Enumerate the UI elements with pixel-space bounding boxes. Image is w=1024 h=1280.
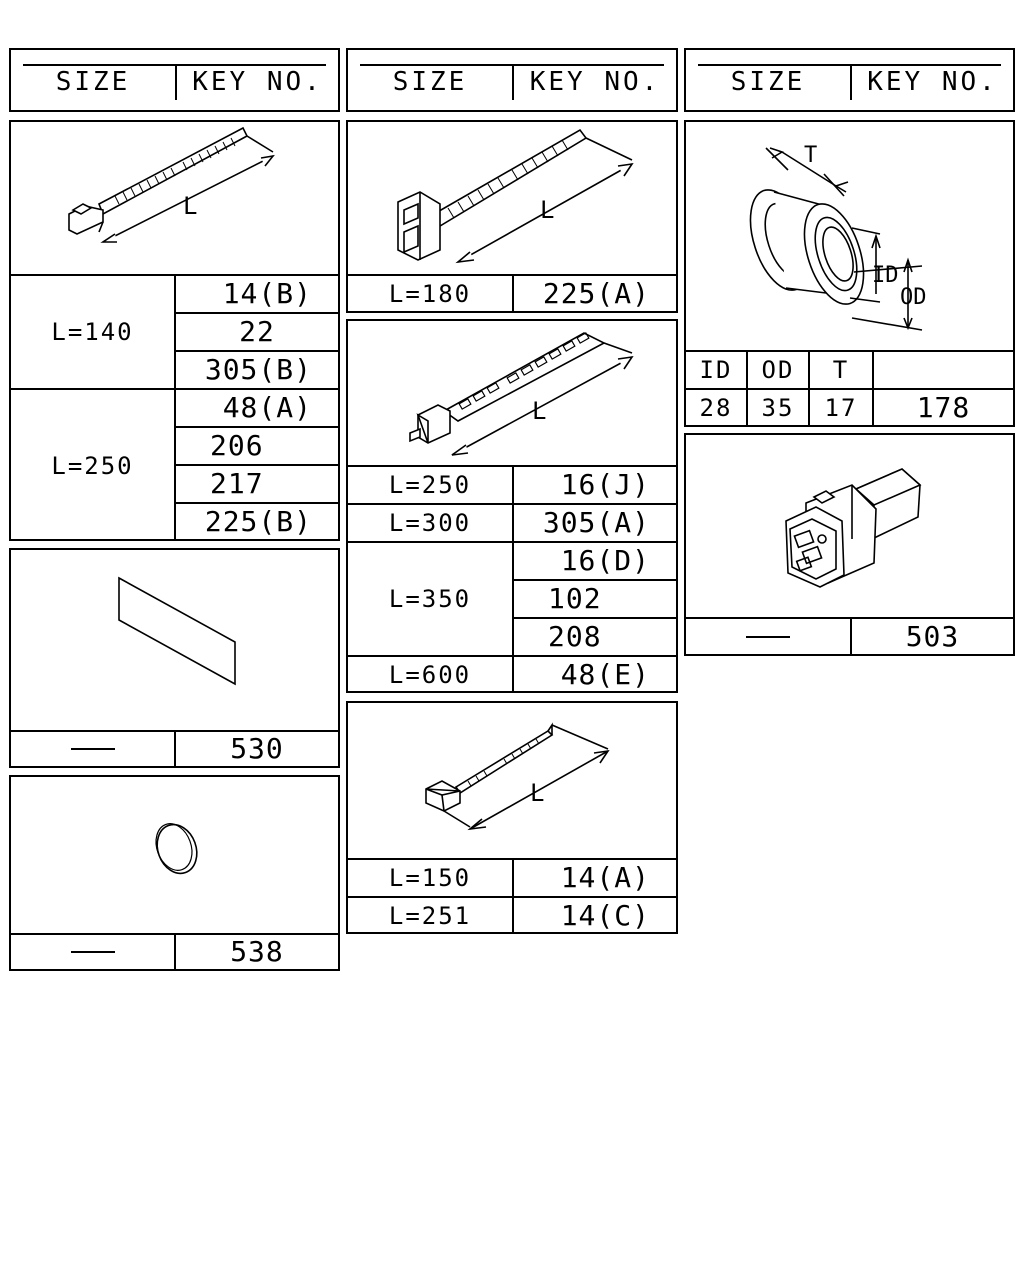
cable-tie-panel bbox=[9, 120, 340, 541]
column-2-header bbox=[346, 48, 678, 112]
key-no-cell: 217 bbox=[210, 467, 264, 500]
cable-tie-180-drawing bbox=[348, 122, 676, 274]
key-no-cell: 225(B) bbox=[204, 505, 312, 538]
key-no-cell: 225(A) bbox=[542, 276, 650, 310]
no-size-dash bbox=[71, 748, 115, 750]
id-header: ID bbox=[699, 356, 733, 384]
label-sheet-panel bbox=[9, 548, 340, 768]
cable-tie-long-drawing bbox=[348, 321, 676, 465]
column-1-header bbox=[9, 48, 340, 112]
key-no-cell: 48(A) bbox=[222, 391, 312, 424]
size-cell: L=300 bbox=[388, 509, 472, 537]
key-no-cell: 48(E) bbox=[560, 658, 650, 691]
size-cell: L=250 bbox=[51, 451, 134, 480]
size-cell: L=251 bbox=[388, 902, 472, 930]
connector-drawing bbox=[686, 435, 1013, 617]
length-label: L bbox=[530, 779, 545, 807]
key-no-cell: 208 bbox=[548, 620, 602, 653]
no-size-dash bbox=[71, 951, 115, 953]
length-label: L bbox=[183, 192, 198, 220]
id-value: 28 bbox=[699, 394, 733, 422]
length-label: L bbox=[532, 397, 547, 425]
t-header: T bbox=[832, 356, 850, 384]
size-header: SIZE bbox=[392, 67, 468, 97]
size-cell: L=150 bbox=[388, 864, 472, 892]
cable-tie-short-panel bbox=[346, 701, 678, 934]
size-header: SIZE bbox=[55, 67, 131, 97]
key-no-cell: 14(A) bbox=[560, 861, 650, 894]
dimension-t-label: T bbox=[804, 143, 818, 168]
size-cell bbox=[686, 619, 850, 654]
t-value: 17 bbox=[824, 394, 858, 422]
label-sheet-drawing bbox=[11, 550, 338, 730]
cable-tie-short-drawing bbox=[348, 703, 676, 859]
key-no-cell: 102 bbox=[548, 582, 602, 615]
key-no-header: KEY NO. bbox=[867, 67, 998, 97]
key-no-cell: 16(D) bbox=[560, 544, 650, 577]
key-no-cell: 305(A) bbox=[542, 506, 650, 539]
cable-tie-180-panel bbox=[346, 120, 678, 313]
key-no-header: KEY NO. bbox=[192, 67, 323, 97]
dimension-id-label: ID bbox=[872, 263, 899, 288]
od-value: 35 bbox=[761, 394, 795, 422]
key-no-cell: 16(J) bbox=[560, 468, 650, 501]
size-cell bbox=[11, 732, 174, 766]
key-no-cell: 22 bbox=[239, 315, 275, 348]
key-no-cell: 503 bbox=[905, 619, 960, 653]
key-no-header: KEY NO. bbox=[529, 67, 661, 97]
key-no-cell: 305(B) bbox=[204, 353, 312, 386]
size-cell: L=250 bbox=[388, 471, 472, 499]
key-no-cell: 14(C) bbox=[560, 899, 650, 932]
key-no-cell: 538 bbox=[230, 935, 284, 968]
no-size-dash bbox=[746, 636, 790, 638]
size-cell: L=350 bbox=[388, 585, 472, 613]
cable-tie-drawing bbox=[11, 122, 338, 274]
size-cell bbox=[11, 935, 174, 969]
size-cell: L=180 bbox=[388, 279, 472, 308]
key-no-cell: 206 bbox=[210, 429, 264, 462]
disc-drawing bbox=[11, 777, 338, 935]
key-no-cell: 530 bbox=[230, 732, 284, 765]
cable-tie-long-panel bbox=[346, 319, 678, 693]
size-cell: L=140 bbox=[51, 318, 134, 346]
column-3-header bbox=[684, 48, 1015, 112]
key-no-cell: 14(B) bbox=[222, 277, 312, 310]
od-header: OD bbox=[761, 356, 795, 384]
key-no-header bbox=[874, 352, 1013, 388]
size-cell: L=600 bbox=[388, 661, 472, 689]
grommet-drawing bbox=[686, 122, 1013, 352]
length-label: L bbox=[540, 196, 555, 224]
key-no-cell: 178 bbox=[916, 391, 971, 424]
disc-panel bbox=[9, 775, 340, 971]
connector-panel bbox=[684, 433, 1015, 656]
grommet-panel bbox=[684, 120, 1015, 427]
dimension-od-label: OD bbox=[900, 285, 927, 310]
size-header: SIZE bbox=[730, 67, 806, 97]
